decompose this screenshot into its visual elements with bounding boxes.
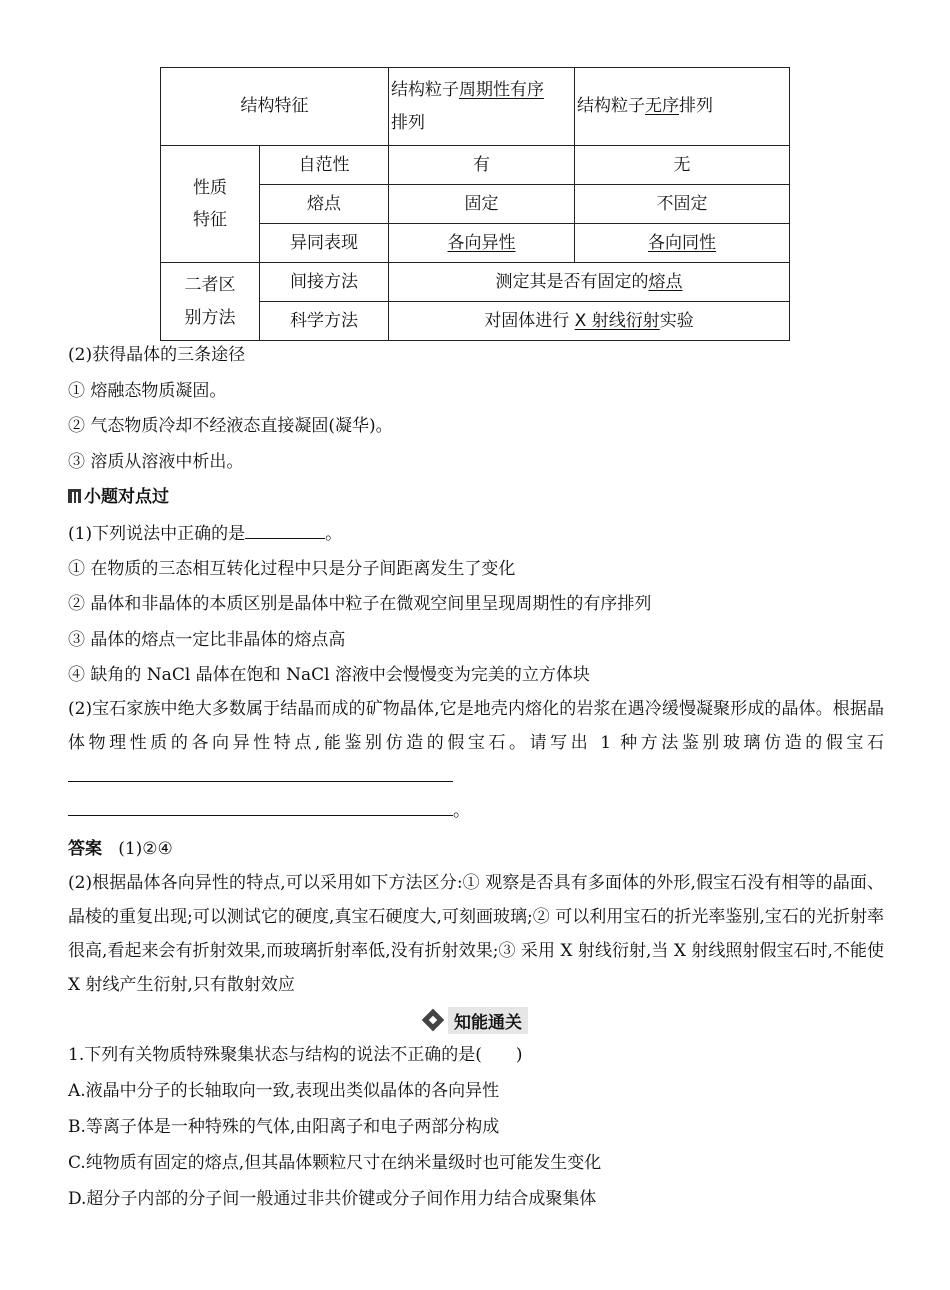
- mcq-stem: 1.下列有关物质特殊聚集状态与结构的说法不正确的是( ): [68, 1045, 523, 1065]
- crystal-comparison-table: [160, 67, 790, 341]
- group-distinguish-methods: 二者区 别方法: [161, 263, 260, 341]
- list-item: ① 在物质的三态相互转化过程中只是分子间距离发生了变化: [68, 559, 516, 579]
- method-name: 科学方法: [260, 302, 389, 341]
- list-item: ② 气态物质冷却不经液态直接凝固(凝华)。: [68, 416, 393, 436]
- quiz-heading: 小题对点过: [68, 486, 169, 508]
- group-property-features: 性质 特征: [161, 146, 260, 263]
- list-item: ② 晶体和非晶体的本质区别是晶体中粒子在微观空间里呈现周期性的有序排列: [68, 594, 652, 614]
- header-structure-feature: 结构特征: [161, 68, 389, 146]
- crystal-cell: 有: [389, 146, 575, 185]
- quiz-q1: (1)下列说法中正确的是 。: [68, 524, 343, 544]
- diamond-icon: [422, 1009, 445, 1032]
- table-header-row: [161, 68, 790, 146]
- answer-2: (2)根据晶体各向异性的特点,可以采用如下方法区分:① 观察是否具有多面体的外形,假宝石没有相等的晶面、晶棱的重复出现;可以测试它的硬度,真宝石硬度大,可刻画玻璃;② 可以利用宝石的折光率鉴别,宝石的光折射率很高,看起来会有折射效果,而玻璃折射率低,没有折射效果;③ 采用 X 射线衍射,当 X 射线照射假宝石时,不能使 X 射线产生衍射,只有散射效应: [68, 873, 885, 995]
- amorphous-cell: 无: [575, 146, 790, 185]
- method-desc: 测定其是否有固定的熔点: [389, 263, 790, 302]
- answer-blank[interactable]: [245, 522, 325, 539]
- amorphous-cell: 不固定: [575, 185, 790, 224]
- answer-1: (1)②④: [118, 839, 173, 859]
- mcq-option: C.纯物质有固定的熔点,但其晶体颗粒尺寸在纳米量级时也可能发生变化: [68, 1153, 602, 1173]
- quiz-q2: (2)宝石家族中绝大多数属于结晶而成的矿物晶体,它是地壳内熔化的岩浆在遇冷缓慢凝聚形成的晶体。根据晶体物理性质的各向异性特点,能鉴别仿造的假宝石。请写出 1 种方法鉴别玻璃仿造的假宝石 。: [68, 699, 884, 821]
- method-desc: 对固体进行 X 射线衍射实验: [389, 302, 790, 341]
- crystal-cell: 固定: [389, 185, 575, 224]
- list-item: ③ 晶体的熔点一定比非晶体的熔点高: [68, 630, 346, 650]
- answer-blank[interactable]: [68, 765, 453, 782]
- prop-cell: 熔点: [260, 185, 389, 224]
- mcq-option: B.等离子体是一种特殊的气体,由阳离子和电子两部分构成: [68, 1117, 500, 1137]
- crystal-cell: 各向异性: [389, 224, 575, 263]
- list-item: ① 熔融态物质凝固。: [68, 381, 227, 401]
- amorphous-cell: 各向同性: [575, 224, 790, 263]
- list-item: ④ 缺角的 NaCl 晶体在饱和 NaCl 溶液中会慢慢变为完美的立方体块: [68, 665, 590, 685]
- section2-title: (2)获得晶体的三条途径: [68, 345, 246, 365]
- header-crystal: 结构粒子周期性有序 排列: [389, 68, 575, 146]
- method-name: 间接方法: [260, 263, 389, 302]
- section-title: 知能通关: [425, 1008, 528, 1032]
- section-mark-icon: [68, 489, 81, 503]
- list-item: ③ 溶质从溶液中析出。: [68, 452, 244, 472]
- prop-cell: 异同表现: [260, 224, 389, 263]
- prop-cell: 自范性: [260, 146, 389, 185]
- table-row: [161, 146, 790, 185]
- answer-blank[interactable]: [68, 799, 453, 816]
- answer-label: 答案: [68, 839, 102, 859]
- mcq-option: D.超分子内部的分子间一般通过非共价键或分子间作用力结合成聚集体: [68, 1189, 597, 1209]
- answer-line: [68, 838, 173, 860]
- header-amorphous: 结构粒子无序排列: [575, 68, 790, 146]
- table-row: [161, 263, 790, 302]
- mcq-option: A.液晶中分子的长轴取向一致,表现出类似晶体的各向异性: [68, 1081, 500, 1101]
